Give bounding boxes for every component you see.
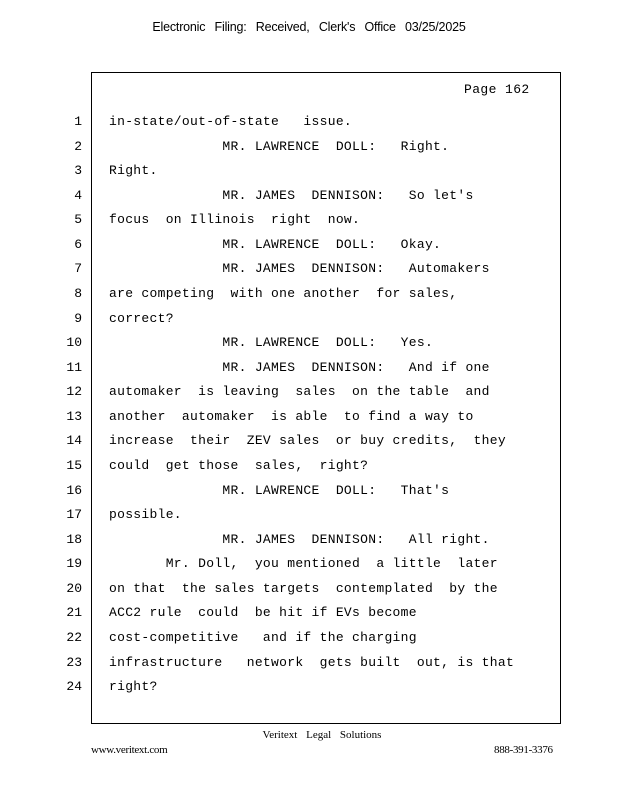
- transcript-line: on that the sales targets contemplated by the: [109, 581, 498, 596]
- transcript-line: MR. JAMES DENNISON: All right.: [109, 532, 490, 547]
- transcript-line: Right.: [109, 163, 158, 178]
- line-number: 4: [74, 188, 82, 203]
- line-number: 10: [66, 335, 82, 350]
- transcript-line: infrastructure network gets built out, is that: [109, 655, 515, 670]
- line-number: 8: [74, 286, 82, 301]
- line-number: 5: [74, 212, 82, 227]
- line-number: 23: [66, 655, 82, 670]
- line-number: 7: [74, 261, 82, 276]
- transcript-line: MR. JAMES DENNISON: Automakers: [109, 261, 490, 276]
- line-number: 19: [66, 556, 82, 571]
- line-number: 16: [66, 483, 82, 498]
- transcript-line: increase their ZEV sales or buy credits, they: [109, 433, 506, 448]
- line-number: 1: [74, 114, 82, 129]
- line-number: 9: [74, 311, 82, 326]
- footer-company: Veritext Legal Solutions: [262, 729, 382, 741]
- line-number: 2: [74, 139, 82, 154]
- transcript-line: automaker is leaving sales on the table and: [109, 384, 490, 399]
- line-number: 13: [66, 409, 82, 424]
- transcript-line: another automaker is able to find a way to: [109, 409, 474, 424]
- line-number: 6: [74, 237, 82, 252]
- transcript-line: are competing with one another for sales,: [109, 286, 458, 301]
- transcript-line: MR. LAWRENCE DOLL: Okay.: [109, 237, 442, 252]
- filing-stamp: Electronic Filing: Received, Clerk's Office 03/25/2025: [152, 20, 466, 34]
- line-number: 21: [66, 605, 82, 620]
- transcript-line: correct?: [109, 311, 174, 326]
- line-number: 18: [66, 532, 82, 547]
- line-number: 24: [66, 679, 82, 694]
- transcript-line: Mr. Doll, you mentioned a little later: [109, 556, 498, 571]
- transcript-line: MR. JAMES DENNISON: And if one: [109, 360, 490, 375]
- transcript-line: MR. LAWRENCE DOLL: Yes.: [109, 335, 434, 350]
- line-number: 12: [66, 384, 82, 399]
- line-number: 17: [66, 507, 82, 522]
- line-number: 22: [66, 630, 82, 645]
- line-number: 15: [66, 458, 82, 473]
- transcript-line: MR. LAWRENCE DOLL: That's: [109, 483, 450, 498]
- transcript-line: MR. JAMES DENNISON: So let's: [109, 188, 474, 203]
- transcript-line: right?: [109, 679, 158, 694]
- footer-website: www.veritext.com: [91, 744, 168, 756]
- line-number: 14: [66, 433, 82, 448]
- transcript-line: ACC2 rule could be hit if EVs become: [109, 605, 417, 620]
- transcript-line: in-state/out-of-state issue.: [109, 114, 353, 129]
- transcript-line: MR. LAWRENCE DOLL: Right.: [109, 139, 450, 154]
- transcript-line: focus on Illinois right now.: [109, 212, 361, 227]
- transcript-line: possible.: [109, 507, 182, 522]
- line-number: 11: [66, 360, 82, 375]
- transcript-line: cost-competitive and if the charging: [109, 630, 417, 645]
- page-number: Page 162: [464, 82, 530, 97]
- footer-phone: 888-391-3376: [494, 744, 553, 756]
- line-number: 20: [66, 581, 82, 596]
- line-number: 3: [74, 163, 82, 178]
- transcript-line: could get those sales, right?: [109, 458, 369, 473]
